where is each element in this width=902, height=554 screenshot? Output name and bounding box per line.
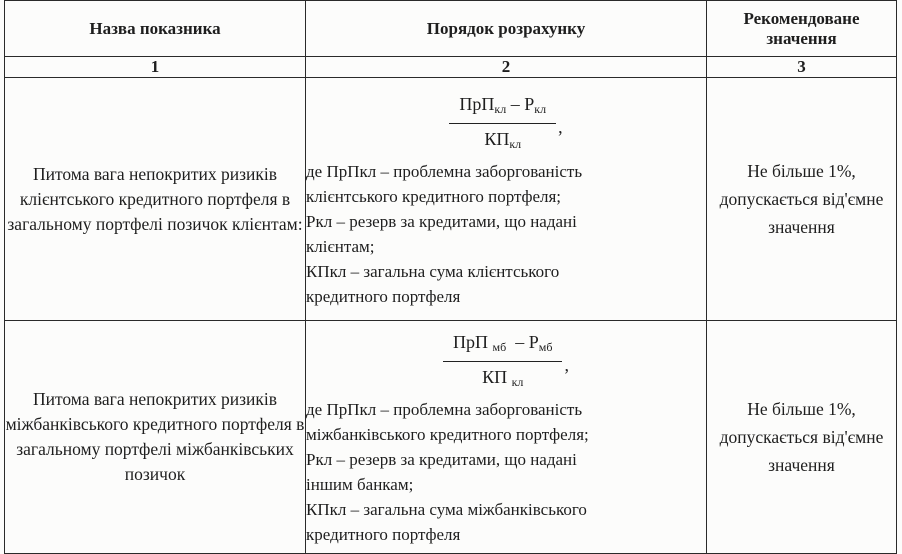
explanation-line: кредитного портфеля: [306, 524, 461, 544]
fraction: [443, 330, 562, 394]
explanation-line: кредитного портфеля: [306, 286, 461, 306]
column-number-row: [5, 57, 897, 78]
recommended-value: Не більше 1%, допускається від'ємне значення: [707, 321, 897, 554]
explanation-line: клієнтського кредитного портфеля;: [306, 186, 562, 206]
header-recommended: Рекомендоване значення: [707, 1, 897, 57]
denominator: КП $_{кл}$: [482, 366, 524, 389]
numerator: ПрП $_{мб} - Р_{мб}$: [443, 330, 562, 362]
explanation-line: де ПрПкл – проблемна заборгованість: [306, 399, 583, 419]
column-number-3: 3: [707, 57, 897, 78]
table-row: [5, 78, 897, 321]
explanation-line: клієнтам;: [306, 236, 375, 256]
indicator-name: Питома вага непокритих ризиків клієнтського кредитного портфеля в загальному портфелі позичок клієнтам:: [5, 78, 306, 321]
formula: $\frac{ПрП_{кл} - Р_{кл}}{КП_{кл}}$ ,: [306, 92, 706, 156]
table-row: [5, 321, 897, 554]
explanation-line: Ркл – резерв за кредитами, що надані: [306, 449, 577, 469]
recommended-value: Не більше 1%, допускається від'ємне значення: [707, 78, 897, 321]
indicator-name: Питома вага непокритих ризиків міжбанківського кредитного портфеля в загальному портфелі міжбанківських позичок: [5, 321, 306, 554]
explanation-line: іншим банкам;: [306, 474, 414, 494]
denominator: $КП_{кл}$: [484, 128, 522, 151]
calculation-cell: [306, 321, 707, 554]
formula: $\frac{ПрП _{мб} - Р_{мб}}{КП _{кл}}$ ,: [306, 330, 706, 394]
header-name: Назва показника: [5, 1, 306, 57]
column-number-2: 2: [306, 57, 707, 78]
explanation-line: КПкл – загальна сума клієнтського: [306, 261, 560, 281]
column-number-1: 1: [5, 57, 306, 78]
explanation-line: КПкл – загальна сума міжбанківського: [306, 499, 587, 519]
calculation-cell: [306, 78, 707, 321]
header-row: [5, 1, 897, 57]
indicators-table: [4, 0, 897, 554]
fraction: [449, 92, 556, 156]
numerator: $ПрП_{кл} - Р_{кл}$: [449, 92, 556, 124]
header-calculation: Порядок розрахунку: [306, 1, 707, 57]
explanation-line: міжбанківського кредитного портфеля;: [306, 424, 589, 444]
explanation-line: де ПрПкл – проблемна заборгованість: [306, 161, 583, 181]
explanation-line: Ркл – резерв за кредитами, що надані: [306, 211, 577, 231]
